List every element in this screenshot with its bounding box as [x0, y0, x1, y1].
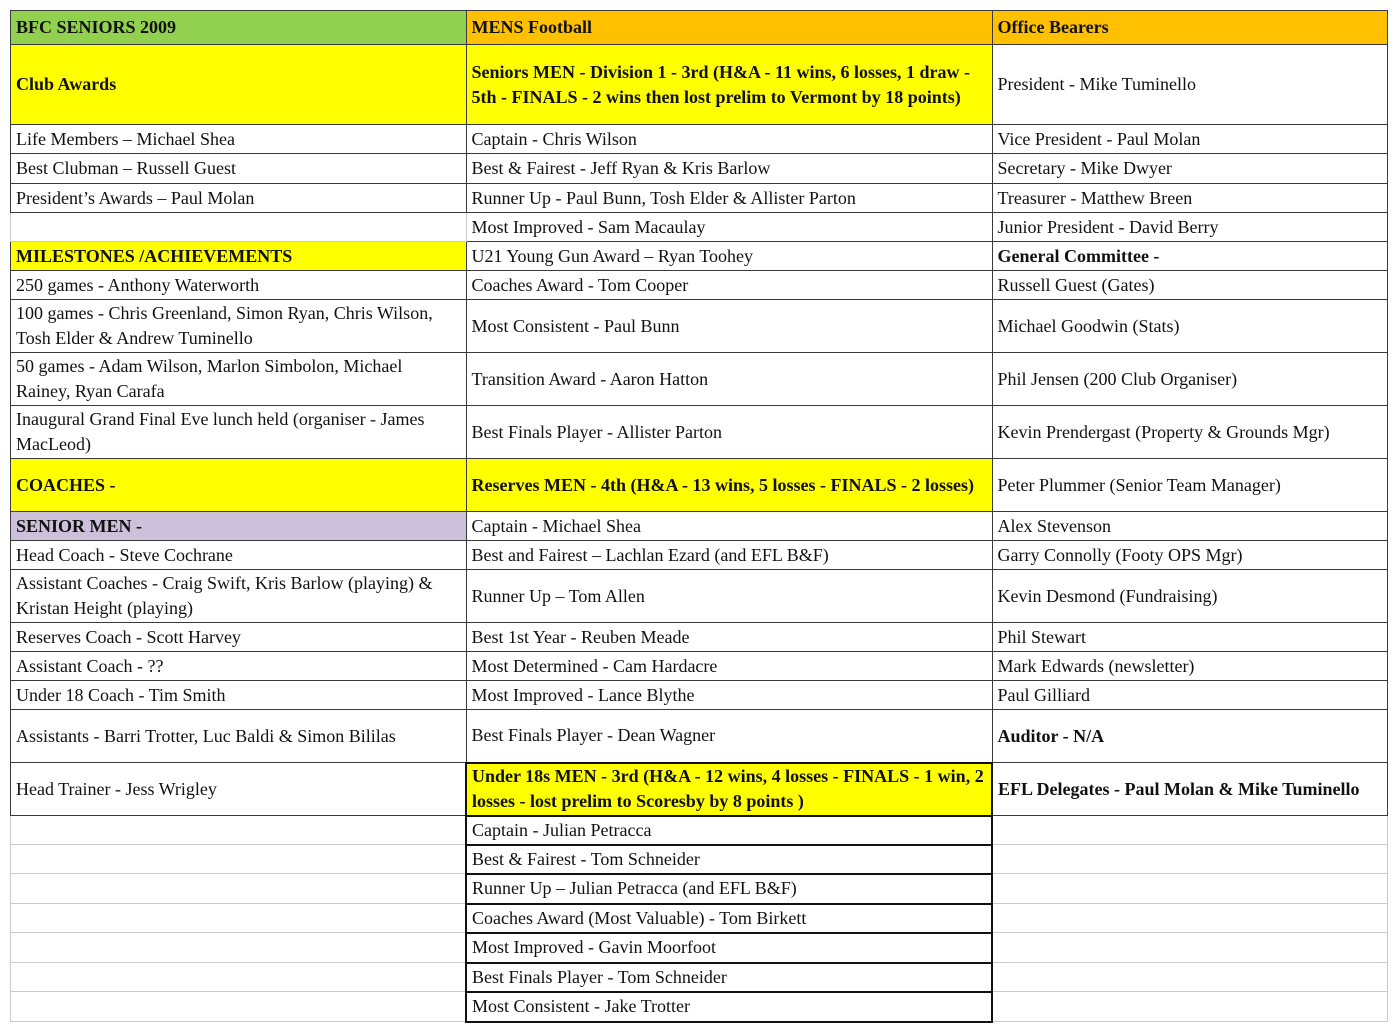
cell-right[interactable]: Phil Stewart — [992, 623, 1388, 652]
cell-middle[interactable]: Best & Fairest - Jeff Ryan & Kris Barlow — [466, 154, 992, 184]
cell-left[interactable]: Club Awards — [11, 45, 467, 125]
cell-middle[interactable]: Best and Fairest – Lachlan Ezard (and EFL B&F) — [466, 541, 992, 570]
cell-middle[interactable]: Best Finals Player - Tom Schneider — [466, 963, 992, 992]
cell-right[interactable]: Kevin Prendergast (Property & Grounds Mgr) — [992, 406, 1388, 459]
cell-left[interactable]: Under 18 Coach - Tim Smith — [11, 681, 467, 710]
cell-middle[interactable]: Coaches Award - Tom Cooper — [466, 271, 992, 300]
cell-left[interactable] — [11, 904, 467, 933]
cell-left[interactable]: Best Clubman – Russell Guest — [11, 154, 467, 184]
cell-middle[interactable]: Captain - Julian Petracca — [466, 816, 992, 845]
cell-middle[interactable]: Seniors MEN - Division 1 - 3rd (H&A - 11 wins, 6 losses, 1 draw - 5th - FINALS - 2 wins then lost prelim to Vermont by 18 points) — [466, 45, 992, 125]
cell-right[interactable]: Junior President - David Berry — [992, 213, 1388, 242]
cell-right[interactable]: Kevin Desmond (Fundraising) — [992, 570, 1388, 623]
table-row — [11, 933, 1388, 963]
cell-right[interactable]: Treasurer - Matthew Breen — [992, 184, 1388, 213]
header-col1[interactable]: BFC SENIORS 2009 — [11, 11, 467, 45]
cell-left[interactable] — [11, 845, 467, 874]
table-row — [11, 652, 1388, 681]
cell-middle[interactable]: Best Finals Player - Allister Parton — [466, 406, 992, 459]
cell-middle[interactable]: Best Finals Player - Dean Wagner — [466, 710, 992, 763]
cell-left[interactable]: COACHES - — [11, 459, 467, 512]
cell-right[interactable] — [992, 933, 1388, 963]
cell-left[interactable]: Head Coach - Steve Cochrane — [11, 541, 467, 570]
cell-middle[interactable]: Under 18s MEN - 3rd (H&A - 12 wins, 4 losses - FINALS - 1 win, 2 losses - lost prelim to Scoresby by 8 points ) — [466, 763, 992, 816]
cell-middle[interactable]: Most Improved - Lance Blythe — [466, 681, 992, 710]
cell-right[interactable]: Auditor - N/A — [992, 710, 1388, 763]
table-row — [11, 992, 1388, 1022]
cell-middle[interactable]: Runner Up - Paul Bunn, Tosh Elder & Allister Parton — [466, 184, 992, 213]
cell-right[interactable]: Peter Plummer (Senior Team Manager) — [992, 459, 1388, 512]
cell-left[interactable]: Inaugural Grand Final Eve lunch held (organiser - James MacLeod) — [11, 406, 467, 459]
cell-left[interactable]: Assistants - Barri Trotter, Luc Baldi & Simon Bililas — [11, 710, 467, 763]
cell-right[interactable]: Alex Stevenson — [992, 512, 1388, 541]
cell-left[interactable]: 100 games - Chris Greenland, Simon Ryan, Chris Wilson, Tosh Elder & Andrew Tuminello — [11, 300, 467, 353]
table-row — [11, 45, 1388, 125]
table-row — [11, 184, 1388, 213]
cell-middle[interactable]: U21 Young Gun Award – Ryan Toohey — [466, 242, 992, 271]
cell-right[interactable]: General Committee - — [992, 242, 1388, 271]
table-row — [11, 845, 1388, 874]
table-row — [11, 154, 1388, 184]
cell-middle[interactable]: Captain - Michael Shea — [466, 512, 992, 541]
table-row — [11, 710, 1388, 763]
table-row — [11, 541, 1388, 570]
cell-middle[interactable]: Most Consistent - Jake Trotter — [466, 992, 992, 1022]
table-row — [11, 763, 1388, 816]
cell-middle[interactable]: Most Improved - Gavin Moorfoot — [466, 933, 992, 963]
cell-middle[interactable]: Most Consistent - Paul Bunn — [466, 300, 992, 353]
cell-left[interactable]: 50 games - Adam Wilson, Marlon Simbolon, Michael Rainey, Ryan Carafa — [11, 353, 467, 406]
table-row — [11, 512, 1388, 541]
table-row — [11, 816, 1388, 845]
cell-left[interactable]: 250 games - Anthony Waterworth — [11, 271, 467, 300]
cell-middle[interactable]: Transition Award - Aaron Hatton — [466, 353, 992, 406]
cell-left[interactable]: MILESTONES /ACHIEVEMENTS — [11, 242, 467, 271]
cell-right[interactable]: Paul Gilliard — [992, 681, 1388, 710]
table-row — [11, 353, 1388, 406]
table-row — [11, 125, 1388, 154]
cell-right[interactable] — [992, 845, 1388, 874]
cell-middle[interactable]: Runner Up – Tom Allen — [466, 570, 992, 623]
header-col2[interactable]: MENS Football — [466, 11, 992, 45]
cell-right[interactable]: Garry Connolly (Footy OPS Mgr) — [992, 541, 1388, 570]
cell-middle[interactable]: Runner Up – Julian Petracca (and EFL B&F) — [466, 874, 992, 904]
table-row — [11, 406, 1388, 459]
cell-right[interactable]: EFL Delegates - Paul Molan & Mike Tuminello — [992, 763, 1388, 816]
table-row — [11, 963, 1388, 992]
cell-left[interactable]: President’s Awards – Paul Molan — [11, 184, 467, 213]
table-row — [11, 874, 1388, 904]
cell-left[interactable]: Reserves Coach - Scott Harvey — [11, 623, 467, 652]
table-row — [11, 570, 1388, 623]
cell-left[interactable]: Head Trainer - Jess Wrigley — [11, 763, 467, 816]
table-row — [11, 242, 1388, 271]
header-row — [11, 11, 1388, 45]
header-col3[interactable]: Office Bearers — [992, 11, 1388, 45]
cell-left[interactable] — [11, 816, 467, 845]
cell-left[interactable] — [11, 992, 467, 1022]
cell-middle[interactable]: Most Determined - Cam Hardacre — [466, 652, 992, 681]
cell-left[interactable] — [11, 213, 467, 242]
table-row — [11, 459, 1388, 512]
awards-spreadsheet — [10, 10, 1388, 1023]
cell-right[interactable] — [992, 963, 1388, 992]
cell-middle[interactable]: Coaches Award (Most Valuable) - Tom Birkett — [466, 904, 992, 933]
cell-middle[interactable]: Captain - Chris Wilson — [466, 125, 992, 154]
cell-right[interactable] — [992, 874, 1388, 904]
table-row — [11, 271, 1388, 300]
cell-left[interactable] — [11, 963, 467, 992]
cell-middle[interactable]: Best 1st Year - Reuben Meade — [466, 623, 992, 652]
cell-middle[interactable]: Best & Fairest - Tom Schneider — [466, 845, 992, 874]
cell-right[interactable]: Russell Guest (Gates) — [992, 271, 1388, 300]
cell-left[interactable] — [11, 933, 467, 963]
cell-right[interactable]: Secretary - Mike Dwyer — [992, 154, 1388, 184]
cell-right[interactable]: Michael Goodwin (Stats) — [992, 300, 1388, 353]
cell-right[interactable] — [992, 816, 1388, 845]
cell-left[interactable]: Assistant Coaches - Craig Swift, Kris Barlow (playing) & Kristan Height (playing) — [11, 570, 467, 623]
cell-right[interactable]: Phil Jensen (200 Club Organiser) — [992, 353, 1388, 406]
table-row — [11, 904, 1388, 933]
cell-left[interactable]: SENIOR MEN - — [11, 512, 467, 541]
cell-right[interactable]: Vice President - Paul Molan — [992, 125, 1388, 154]
cell-right[interactable] — [992, 992, 1388, 1022]
table-row — [11, 623, 1388, 652]
table-row — [11, 300, 1388, 353]
cell-left[interactable]: Assistant Coach - ?? — [11, 652, 467, 681]
cell-right[interactable]: Mark Edwards (newsletter) — [992, 652, 1388, 681]
cell-middle[interactable]: Reserves MEN - 4th (H&A - 13 wins, 5 losses - FINALS - 2 losses) — [466, 459, 992, 512]
cell-right[interactable]: President - Mike Tuminello — [992, 45, 1388, 125]
cell-middle[interactable]: Most Improved - Sam Macaulay — [466, 213, 992, 242]
cell-left[interactable]: Life Members – Michael Shea — [11, 125, 467, 154]
cell-right[interactable] — [992, 904, 1388, 933]
table-row — [11, 213, 1388, 242]
cell-left[interactable] — [11, 874, 467, 904]
table-row — [11, 681, 1388, 710]
